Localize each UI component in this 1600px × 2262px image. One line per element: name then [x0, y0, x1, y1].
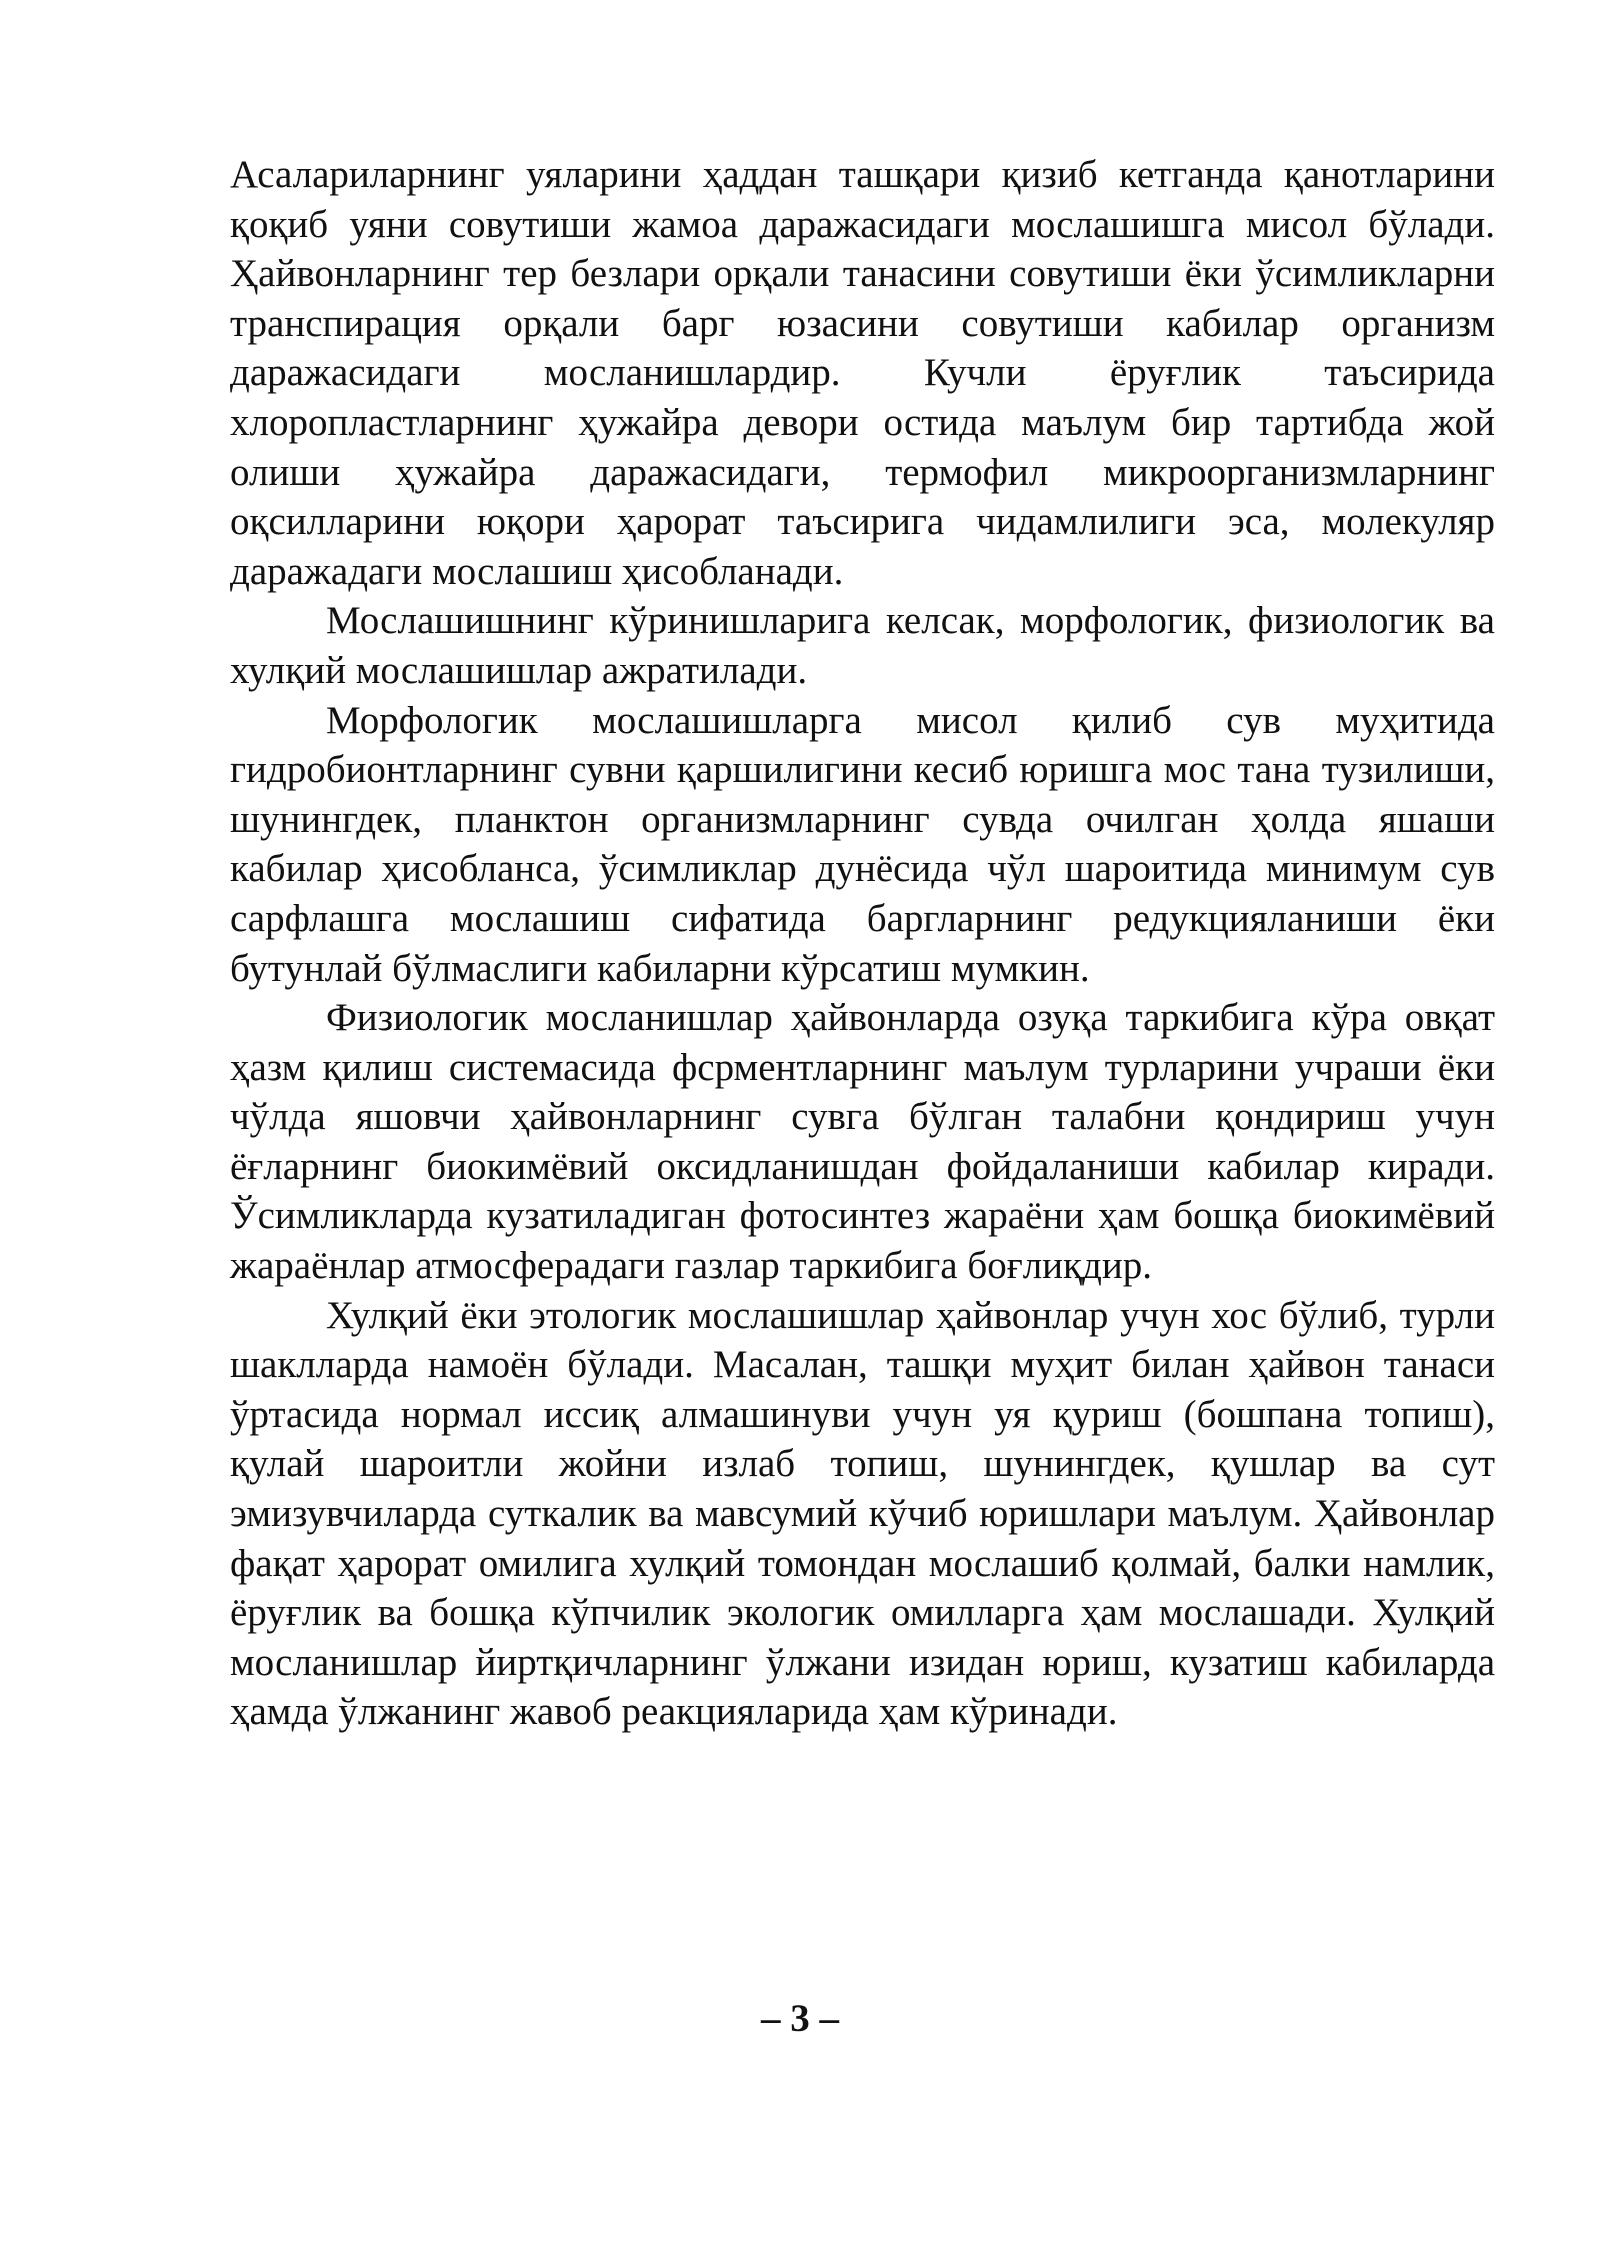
- paragraph-3: Морфологик мослашишларга мисол қилиб сув муҳитида гидробионтларнинг сувни қаршилигини кесиб юришга мос тана тузилиши, шунингдек, планктон организмларнинг сувда очилган ҳолда яшаши кабилар ҳисобланса, ўсимликлар дунёсида чўл шароитида минимум сув сарфлашга мослашиш сифатида баргларнинг редукцияланиши ёки бутунлай бўлмаслиги кабиларни кўрсатиш мумкин.: [230, 698, 1495, 990]
- document-body: [230, 150, 1495, 1737]
- paragraph-5: Хулқий ёки этологик мослашишлар ҳайвонлар учун хос бўлиб, турли шаклларда намоён бўлади. Масалан, ташқи муҳит билан ҳайвон танаси ўртасида нормал иссиқ алмашинуви учун уя қуриш (бошпана топиш), қулай шароитли жойни излаб топиш, шунингдек, қушлар ва сут эмизувчиларда суткалик ва мавсумий кўчиб юришлари маълум. Ҳайвонлар фақат ҳарорат омилига хулқий томондан мослашиб қолмай, балки намлик, ёруғлик ва бошқа кўпчилик экологик омилларга ҳам мослашади. Хулқий мосланишлар йиртқичларнинг ўлжани изидан юриш, кузатиш кабиларда ҳамда ўлжанинг жавоб реакцияларида ҳам кўринади.: [230, 1293, 1495, 1734]
- paragraph-1: Асалариларнинг уяларини ҳаддан ташқари қизиб кетганда қанотларини қоқиб уяни совутиши жамоа даражасидаги мослашишга мисол бўлади. Ҳайвонларнинг тер безлари орқали танасини совутиши ёки ўсимликларни транспирация орқали барг юзасини совутиши кабилар организм даражасидаги мосланишлардир. Кучли ёруғлик таъсирида хлоропластларнинг ҳужайра девори остида маълум бир тартибда жой олиши ҳужайра даражасидаги, термофил микроорганизмларнинг оқсилларини юқори ҳарорат таъсирига чидамлилиги эса, молекуляр даражадаги мослашиш ҳисобланади.: [230, 153, 1495, 593]
- page-number: – 3 –: [761, 1997, 839, 2040]
- paragraph-4: Физиологик мосланишлар ҳайвонларда озуқа таркибига кўра овқат ҳазм қилиш системасида фсрментларнинг маълум турларини учраши ёки чўлда яшовчи ҳайвонларнинг сувга бўлган талабни қондириш учун ёғларнинг биокимёвий оксидланишдан фойдаланиши кабилар киради. Ўсимликларда кузатиладиган фотосинтез жараёни ҳам бошқа биокимёвий жараёнлар атмосферадаги газлар таркибига боғлиқдир.: [230, 996, 1495, 1288]
- paragraph-2: Мослашишнинг кўринишларига келсак, морфологик, физиологик ва хулқий мослашишлар ажратилади.: [230, 599, 1495, 692]
